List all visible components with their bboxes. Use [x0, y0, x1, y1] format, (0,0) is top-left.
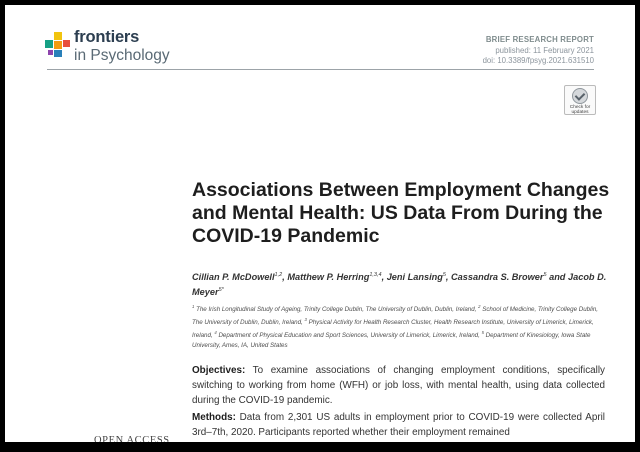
logo-square-teal: [45, 40, 53, 48]
logo-name: frontiers: [74, 28, 140, 46]
author-name[interactable]: Cillian P. McDowell: [192, 272, 275, 283]
author-separator: ,: [381, 272, 387, 283]
logo-square-purple: [48, 50, 53, 55]
author-affil-ref: 5: [543, 272, 547, 278]
objectives-text: To examine associations of changing employment conditions, specifically switching to working from home (WFH) or job loss, with mental health, using data collected during the COVID-19 pandemic.: [192, 365, 605, 406]
affiliation-text: Department of Physical Education and Sport Sciences, University of Limerick, Limerick, Ireland,: [218, 332, 480, 340]
author-affil-ref: 5*: [218, 287, 224, 294]
open-access-label: OPEN ACCESS: [94, 435, 170, 442]
affiliation-number: 4: [214, 330, 217, 336]
abstract: [192, 363, 605, 442]
affiliation-text: Physical Activity for Health Research Cluster, Health Research Institute, University of Limerick, Limerick, Ireland,: [192, 319, 594, 340]
methods-label: Methods:: [192, 412, 236, 423]
author-name[interactable]: Cassandra S. Brower: [451, 272, 544, 283]
author-separator: ,: [282, 272, 288, 283]
author-name[interactable]: Jacob D. Meyer: [192, 272, 607, 298]
affiliation-number: 5: [481, 330, 484, 336]
author-name[interactable]: Matthew P. Herring: [287, 272, 370, 283]
logo-subtitle: in Psychology: [74, 47, 170, 64]
logo-square-blue: [54, 50, 62, 57]
author-separator: ,: [445, 272, 452, 283]
logo-square-yellow: [54, 32, 62, 40]
affiliation-number: 2: [478, 304, 481, 309]
article-meta: [483, 35, 594, 67]
check-for-updates-button[interactable]: [564, 85, 596, 115]
methods-text: Data from 2,301 US adults in employment prior to COVID-19 were collected April 3rd–7th, 2020. Participants reported whether their employment remained: [192, 412, 605, 438]
abstract-methods: [192, 410, 605, 440]
affiliation-number: 1: [192, 304, 195, 309]
article-page: [5, 5, 635, 442]
author-affil-ref: 1,3,4: [369, 272, 382, 278]
abstract-objectives: [192, 363, 605, 408]
journal-logo[interactable]: [45, 28, 225, 78]
author-affil-ref: 5: [442, 272, 446, 278]
frontiers-logo-icon: [45, 30, 71, 58]
affiliation-text: School of Medicine, Trinity College Dublin, The University of Dublin, Dublin, Ireland,: [192, 306, 598, 327]
author-affil-ref: 1,2: [274, 272, 283, 278]
author-list: [192, 269, 612, 299]
check-updates-label: Check for updates: [569, 105, 591, 115]
affiliation-number: 3: [304, 317, 307, 323]
header-divider: [47, 69, 594, 70]
author-name[interactable]: Jeni Lansing: [386, 272, 443, 283]
article-title: Associations Between Employment Changes and Mental Health: US Data From During the COVID-19 Pandemic: [192, 179, 610, 247]
objectives-label: Objectives:: [192, 365, 246, 376]
affiliation-text: Department of Kinesiology, Iowa State University, Ames, IA, United States: [192, 332, 591, 350]
published-date: published: 11 February 2021: [495, 45, 594, 55]
author-conjunction: and: [546, 272, 568, 283]
checkmark-icon: [572, 88, 588, 104]
affiliation-text: The Irish Longitudinal Study of Ageing, Trinity College Dublin, The University of Dublin, Dublin, Ireland,: [196, 306, 477, 314]
doi-link[interactable]: doi: 10.3389/fpsyg.2021.631510: [482, 56, 594, 65]
logo-square-red: [63, 40, 70, 47]
affiliations: [192, 302, 606, 352]
article-type: BRIEF RESEARCH REPORT: [485, 35, 594, 44]
logo-square-orange: [54, 41, 62, 49]
